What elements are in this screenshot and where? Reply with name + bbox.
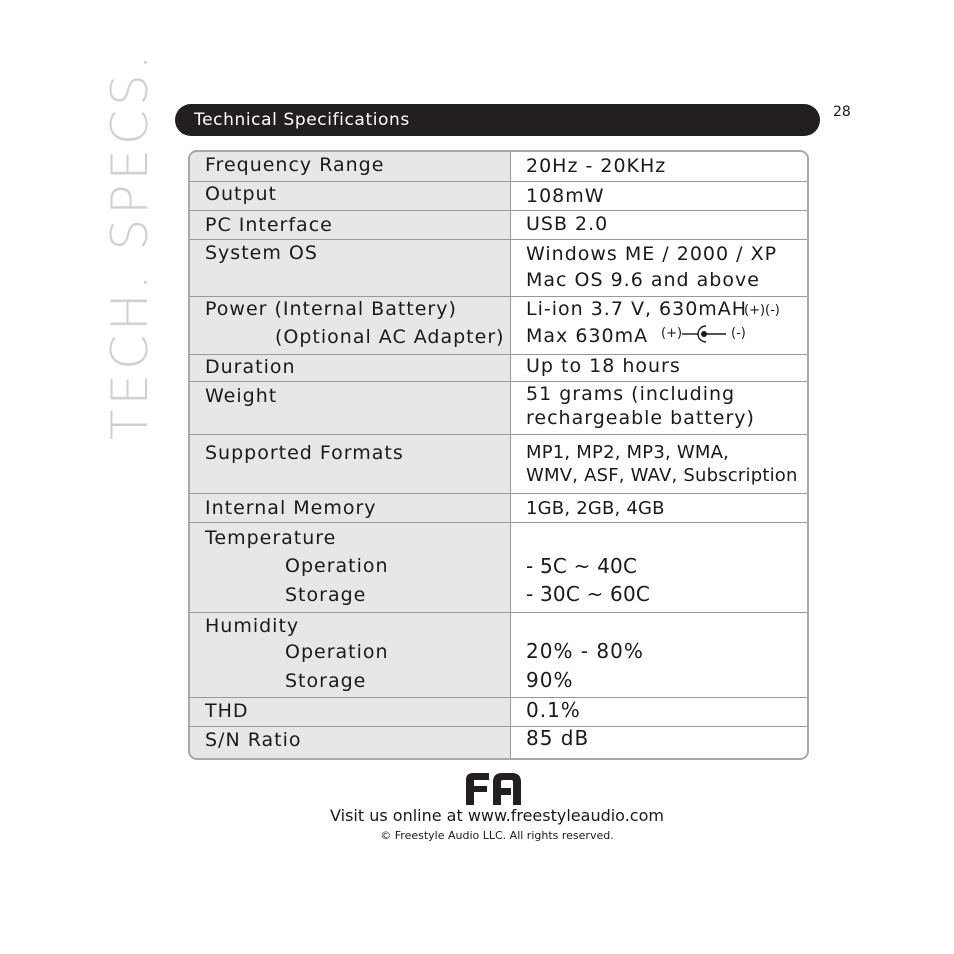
section-header [175,104,820,136]
table-row [190,152,807,181]
spec-label: Supported Formats [205,442,404,464]
table-row [190,239,807,296]
label-cell [190,182,510,210]
spec-value: - 5C ~ 40C [526,554,638,578]
spec-value: Up to 18 hours [526,355,681,377]
value-cell [510,355,807,381]
spec-value: 85 dB [526,726,590,750]
spec-label: Duration [205,356,296,378]
spec-value: 90% [526,668,574,692]
value-cell [510,494,807,522]
table-row [190,726,807,760]
spec-value: 20Hz - 20KHz [526,155,667,177]
spec-value: rechargeable battery) [526,407,755,429]
section-header-title: Technical Specifications [194,110,410,130]
spec-sublabel: Operation [285,555,389,577]
spec-value: 20% - 80% [526,639,644,663]
label-cell [190,355,510,381]
spec-label: Power (Internal Battery) [205,298,457,320]
dc-polarity-icon [658,322,746,346]
spec-value: MP1, MP2, MP3, WMA, [526,442,730,463]
value-cell [510,435,807,493]
label-cell [190,435,510,493]
plug-plus-label: (+) [661,326,683,341]
value-cell [510,152,807,181]
table-row [190,697,807,726]
label-cell [190,240,510,296]
label-cell [190,727,510,760]
table-row [190,522,807,612]
table-row [190,354,807,381]
spec-value: 1GB, 2GB, 4GB [526,498,665,519]
spec-value: Li-ion 3.7 V, 630mAH [526,298,748,320]
value-cell [510,182,807,210]
spec-label: THD [205,700,249,722]
side-title: TECH. SPECS. [101,50,159,440]
spec-value: USB 2.0 [526,213,609,235]
value-cell [510,613,807,697]
spec-label: Frequency Range [205,154,385,176]
value-cell [510,727,807,760]
polarity-label: (+)(-) [744,303,780,318]
footer-url: Visit us online at www.freestyleaudio.com [330,806,664,825]
spec-label: Humidity [205,615,300,637]
table-row [190,612,807,697]
value-cell [510,523,807,612]
label-cell [190,698,510,726]
label-cell [190,152,510,181]
spec-value: Windows ME / 2000 / XP [526,243,778,265]
value-cell [510,240,807,296]
spec-value: Max 630mA [526,325,649,347]
spec-label: PC Interface [205,214,333,236]
spec-sublabel: Operation [285,641,389,663]
label-cell [190,382,510,434]
spec-sublabel: Storage [285,584,367,606]
label-cell [190,613,510,697]
label-cell [190,523,510,612]
table-row [190,210,807,239]
value-cell [510,698,807,726]
spec-value: 51 grams (including [526,383,736,405]
page-number: 28 [833,104,851,120]
spec-label: (Optional AC Adapter) [275,326,505,348]
value-cell [510,211,807,239]
spec-value: WMV, ASF, WAV, Subscription [526,465,798,486]
fa-logo-icon [463,771,523,805]
spec-sublabel: Storage [285,670,367,692]
value-cell [510,382,807,434]
spec-label: Internal Memory [205,497,377,519]
spec-label: Weight [205,385,278,407]
spec-label: System OS [205,242,318,264]
label-cell [190,494,510,522]
spec-value: Mac OS 9.6 and above [526,269,760,291]
label-cell [190,297,510,354]
spec-value: 108mW [526,185,605,207]
spec-value: - 30C ~ 60C [526,582,651,606]
table-row [190,434,807,493]
label-cell [190,211,510,239]
table-row [190,381,807,434]
spec-value: 0.1% [526,698,581,722]
spec-label: Output [205,183,277,205]
plug-minus-label: (-) [731,326,746,341]
spec-table [188,150,809,760]
spec-label: S/N Ratio [205,729,302,751]
table-row [190,493,807,522]
spec-label: Temperature [205,527,337,549]
table-row [190,181,807,210]
footer-copyright: © Freestyle Audio LLC. All rights reserved. [380,829,614,842]
